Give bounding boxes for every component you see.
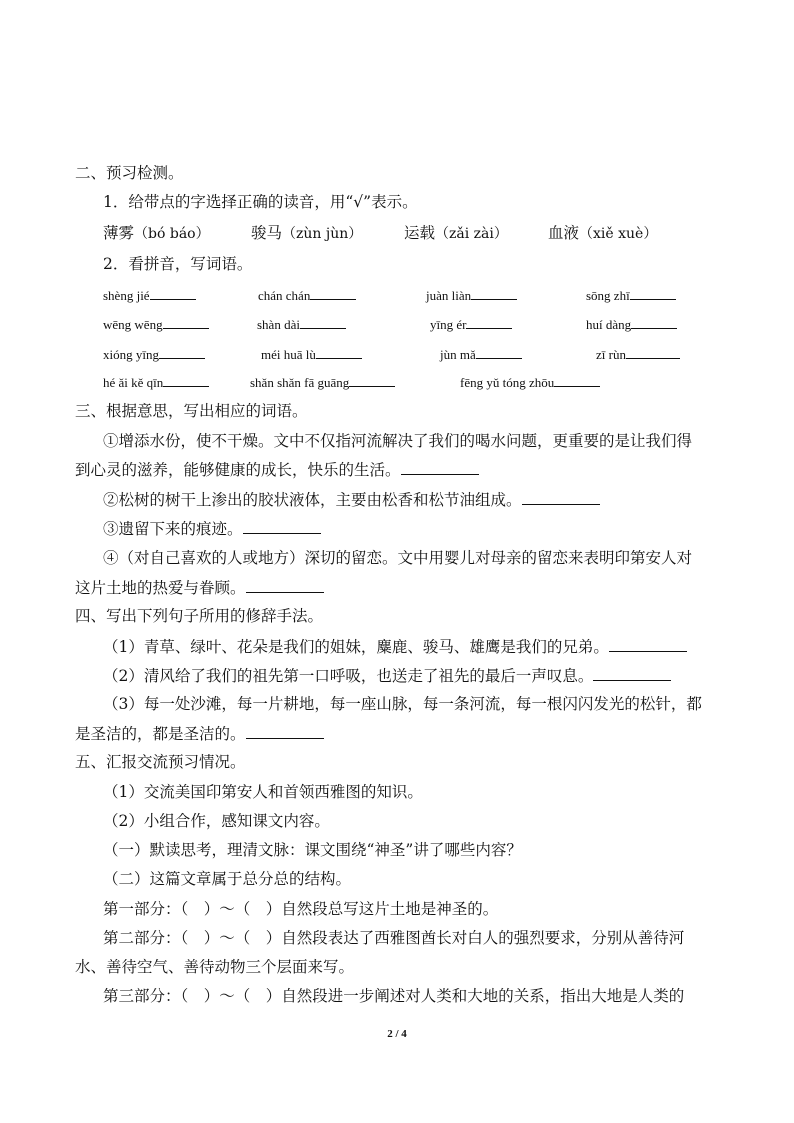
pinyin-item: shèng jié <box>103 286 196 305</box>
answer-blank[interactable] <box>476 345 522 359</box>
pinyin-item: wēng wēng <box>103 315 209 334</box>
pinyin-item: zī rùn <box>596 345 680 364</box>
page-number: 2 / 4 <box>387 1028 407 1040</box>
q2-instruction: 2．看拼音，写词语。 <box>103 255 253 273</box>
q1-item-2 <box>251 223 362 244</box>
q1-options[interactable]: （zùn jùn） <box>282 226 363 242</box>
answer-blank[interactable] <box>609 636 687 652</box>
answer-blank[interactable] <box>630 286 676 300</box>
pinyin-item: huí dàng <box>586 315 677 334</box>
s4-item3-line2: 是圣洁的，都是圣洁的。 <box>75 723 324 744</box>
q1-options[interactable]: （bó báo） <box>134 226 210 242</box>
s3-item1-line2: 到心灵的滋养，能够健康的成长，快乐的生活。 <box>75 459 479 480</box>
pinyin-item: yīng ér <box>430 315 512 334</box>
s4-item2: （2）清风给了我们的祖先第一口呼吸，也送走了祖先的最后一声叹息。 <box>103 665 671 686</box>
section5-heading: 五、汇报交流预习情况。 <box>75 753 246 771</box>
s5-sub1: （一）默读思考，理清文脉：课文围绕“神圣”讲了哪些内容？ <box>103 841 522 859</box>
s5-part2-line1: 第二部分：（ ）～（ ）自然段表达了西雅图酋长对白人的强烈要求，分别从善待河 <box>103 929 685 947</box>
answer-blank[interactable] <box>554 373 600 387</box>
pinyin-item: chán chán <box>258 286 356 305</box>
s3-item1-line1: ①增添水份，使不干燥。文中不仅指河流解决了我们的喝水问题，更重要的是让我们得 <box>103 432 693 450</box>
s4-item1: （1）青草、绿叶、花朵是我们的姐妹，麋鹿、骏马、雄鹰是我们的兄弟。 <box>103 636 687 657</box>
section3-heading: 三、根据意思，写出相应的词语。 <box>75 402 308 420</box>
answer-blank[interactable] <box>159 345 205 359</box>
q1-item-3 <box>404 223 508 244</box>
s5-part1: 第一部分：（ ）～（ ）自然段总写这片土地是神圣的。 <box>103 900 499 918</box>
q1-word: 运载 <box>404 224 436 242</box>
pinyin-item: sōng zhī <box>586 286 676 305</box>
q1-item-4 <box>548 223 657 244</box>
pinyin-item: fēng yǔ tóng zhōu <box>460 373 600 392</box>
s3-item2: ②松树的树干上渗出的胶状液体，主要由松香和松节油组成。 <box>103 489 600 510</box>
q1-options[interactable]: （xiě xuè） <box>579 226 658 242</box>
answer-blank[interactable] <box>631 315 677 329</box>
s5-item1: （1）交流美国印第安人和首领西雅图的知识。 <box>103 783 423 801</box>
answer-blank[interactable] <box>246 723 324 739</box>
answer-blank[interactable] <box>243 518 321 534</box>
answer-blank[interactable] <box>466 315 512 329</box>
s4-item3-line1: （3）每一处沙滩，每一片耕地，每一座山脉，每一条河流，每一根闪闪发光的松针，都 <box>103 695 702 713</box>
pinyin-item: juàn liàn <box>426 286 517 305</box>
answer-blank[interactable] <box>300 315 346 329</box>
section4-heading: 四、写出下列句子所用的修辞手法。 <box>75 607 324 625</box>
answer-blank[interactable] <box>150 286 196 300</box>
q1-word: 薄雾 <box>103 224 135 242</box>
answer-blank[interactable] <box>316 345 362 359</box>
q1-item-1 <box>103 223 210 244</box>
q1-word: 血液 <box>548 224 580 242</box>
answer-blank[interactable] <box>593 665 671 681</box>
pinyin-item: shǎn shǎn fā guāng <box>250 373 395 392</box>
answer-blank[interactable] <box>310 286 356 300</box>
s5-item2: （2）小组合作，感知课文内容。 <box>103 812 330 830</box>
pinyin-item: shàn dài <box>257 315 346 334</box>
pinyin-item: méi huā lù <box>261 345 362 364</box>
answer-blank[interactable] <box>163 373 209 387</box>
answer-blank[interactable] <box>163 315 209 329</box>
pinyin-item: hé ǎi kě qīn <box>103 373 209 392</box>
section2-heading: 二、预习检测。 <box>75 164 184 182</box>
s3-item4-line1: ④（对自己喜欢的人或地方）深切的留恋。文中用婴儿对母亲的留恋来表明印第安人对 <box>103 549 693 567</box>
s5-part2-line2: 水、善待空气、善待动物三个层面来写。 <box>75 958 355 976</box>
s5-part3-line1: 第三部分：（ ）～（ ）自然段进一步阐述对人类和大地的关系，指出大地是人类的 <box>103 987 685 1005</box>
answer-blank[interactable] <box>401 459 479 475</box>
s3-item4-line2: 这片土地的热爱与眷顾。 <box>75 577 324 598</box>
q1-word: 骏马 <box>251 224 283 242</box>
answer-blank[interactable] <box>349 373 395 387</box>
q1-instruction: 1．给带点的字选择正确的读音，用“√”表示。 <box>103 193 418 211</box>
answer-blank[interactable] <box>522 489 600 505</box>
answer-blank[interactable] <box>471 286 517 300</box>
pinyin-item: jùn mǎ <box>440 345 522 364</box>
answer-blank[interactable] <box>246 577 324 593</box>
pinyin-item: xióng yīng <box>103 345 205 364</box>
s5-sub2: （二）这篇文章属于总分总的结构。 <box>103 870 352 888</box>
s3-item3: ③遗留下来的痕迹。 <box>103 518 321 539</box>
q1-options[interactable]: （zǎi zài） <box>435 226 508 242</box>
answer-blank[interactable] <box>626 345 680 359</box>
